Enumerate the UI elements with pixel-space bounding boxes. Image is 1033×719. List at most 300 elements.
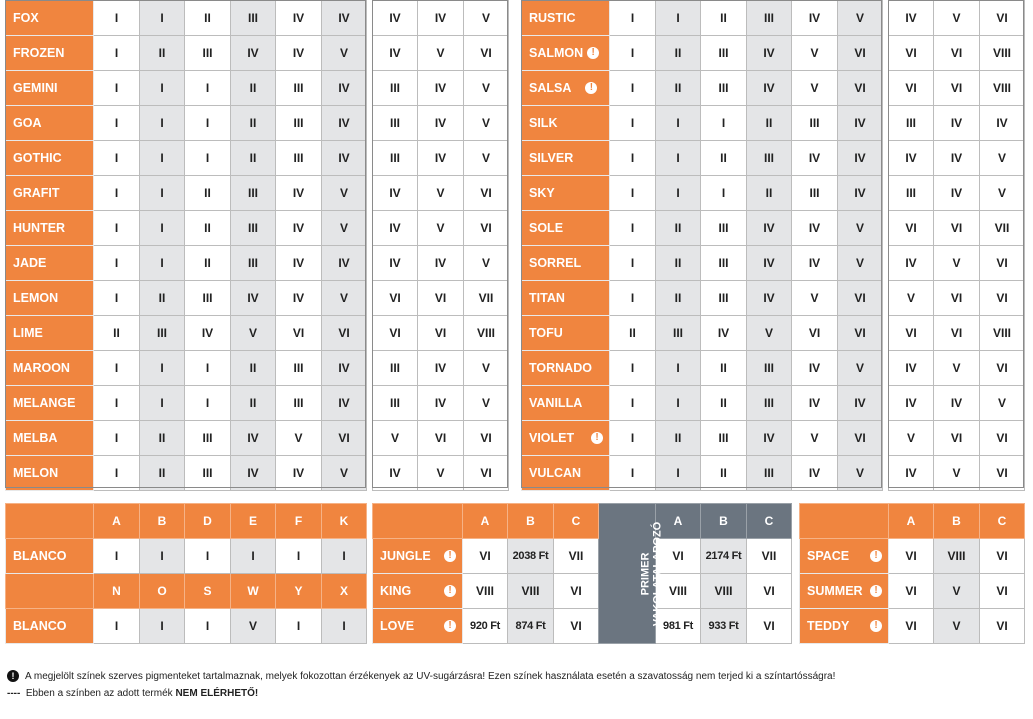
value-cell: V bbox=[231, 609, 276, 644]
header-cell: B bbox=[140, 504, 185, 539]
value-cell: V bbox=[418, 456, 464, 491]
value-cell: I bbox=[94, 281, 140, 316]
color-name-cell: VULCAN bbox=[522, 456, 610, 491]
value-cell: VI bbox=[464, 176, 509, 211]
color-table-fox-melon bbox=[5, 0, 367, 491]
header-blank bbox=[6, 504, 94, 539]
value-cell: V bbox=[980, 176, 1025, 211]
value-cell: II bbox=[140, 456, 185, 491]
value-cell: I bbox=[610, 351, 656, 386]
table-row bbox=[889, 421, 1025, 456]
header-cell: K bbox=[322, 504, 367, 539]
value-cell: I bbox=[94, 36, 140, 71]
value-cell: VI bbox=[889, 211, 934, 246]
value-cell: IV bbox=[231, 456, 276, 491]
value-cell: II bbox=[140, 36, 185, 71]
value-cell: IV bbox=[889, 456, 934, 491]
color-name-cell: SOLE bbox=[522, 211, 610, 246]
value-cell: V bbox=[792, 281, 838, 316]
table-row bbox=[522, 141, 883, 176]
value-cell: V bbox=[838, 211, 883, 246]
color-name-cell: SILK bbox=[522, 106, 610, 141]
footnote-unavailable-bold: NEM ELÉRHETŐ! bbox=[175, 688, 259, 699]
value-cell: II bbox=[185, 246, 231, 281]
value-cell: I bbox=[656, 106, 701, 141]
value-cell: III bbox=[701, 281, 747, 316]
table-row bbox=[373, 574, 792, 609]
header-cell: A bbox=[656, 504, 701, 539]
table-row bbox=[6, 36, 367, 71]
table-row bbox=[889, 281, 1025, 316]
value-cell: II bbox=[656, 71, 701, 106]
table-row bbox=[889, 456, 1025, 491]
color-name: SALMON bbox=[529, 46, 584, 60]
value-cell: V bbox=[464, 246, 509, 281]
color-name-cell bbox=[373, 574, 463, 609]
table-row bbox=[6, 351, 367, 386]
value-cell: V bbox=[792, 421, 838, 456]
color-name-cell: TORNADO bbox=[522, 351, 610, 386]
value-cell: I bbox=[610, 1, 656, 36]
value-cell: IV bbox=[418, 1, 464, 36]
table-row bbox=[889, 71, 1025, 106]
value-cell: III bbox=[276, 351, 322, 386]
value-cell: VI bbox=[980, 421, 1025, 456]
color-name-cell: GRAFIT bbox=[6, 176, 94, 211]
table-row bbox=[6, 609, 367, 644]
value-cell: III bbox=[276, 71, 322, 106]
value-cell: V bbox=[889, 421, 934, 456]
header-cell: O bbox=[140, 574, 185, 609]
header-cell: B bbox=[934, 504, 980, 539]
value-cell: III bbox=[701, 36, 747, 71]
value-cell: III bbox=[373, 386, 418, 421]
color-table-rustic-vulcan-extra bbox=[888, 0, 1025, 491]
value-cell: VI bbox=[554, 574, 599, 609]
value-cell: V bbox=[464, 141, 509, 176]
value-cell: I bbox=[140, 141, 185, 176]
table-row bbox=[522, 36, 883, 71]
color-name-cell bbox=[800, 574, 889, 609]
value-cell: I bbox=[185, 609, 231, 644]
value-cell: 981 Ft bbox=[656, 609, 701, 644]
value-cell: V bbox=[838, 246, 883, 281]
value-cell: III bbox=[701, 211, 747, 246]
value-cell: IV bbox=[322, 71, 367, 106]
value-cell: V bbox=[792, 71, 838, 106]
value-cell: IV bbox=[838, 141, 883, 176]
value-cell: IV bbox=[322, 141, 367, 176]
table-row bbox=[889, 351, 1025, 386]
value-cell: I bbox=[94, 141, 140, 176]
table-row bbox=[373, 421, 509, 456]
value-cell: I bbox=[185, 71, 231, 106]
value-cell: VI bbox=[889, 316, 934, 351]
jungle-header-row bbox=[373, 504, 792, 539]
value-cell: VI bbox=[980, 539, 1025, 574]
header-blank bbox=[6, 574, 94, 609]
value-cell: III bbox=[231, 176, 276, 211]
value-cell: I bbox=[140, 1, 185, 36]
value-cell: III bbox=[747, 386, 792, 421]
value-cell: VI bbox=[656, 539, 701, 574]
value-cell: VI bbox=[554, 609, 599, 644]
value-cell: VI bbox=[838, 316, 883, 351]
value-cell: III bbox=[276, 141, 322, 176]
value-cell: IV bbox=[276, 1, 322, 36]
value-cell: IV bbox=[934, 386, 980, 421]
color-name-cell bbox=[373, 539, 463, 574]
value-cell: VI bbox=[792, 316, 838, 351]
table-row bbox=[6, 1, 367, 36]
table-row bbox=[800, 574, 1025, 609]
value-cell: V bbox=[464, 71, 509, 106]
value-cell: I bbox=[322, 539, 367, 574]
table-row bbox=[373, 316, 509, 351]
value-cell: IV bbox=[889, 1, 934, 36]
table-row bbox=[522, 106, 883, 141]
table-row bbox=[889, 246, 1025, 281]
value-cell: V bbox=[838, 456, 883, 491]
value-cell: IV bbox=[231, 421, 276, 456]
value-cell: V bbox=[934, 1, 980, 36]
value-cell: VIII bbox=[464, 316, 509, 351]
value-cell: IV bbox=[747, 246, 792, 281]
value-cell: IV bbox=[934, 106, 980, 141]
table-row bbox=[522, 456, 883, 491]
table-row bbox=[889, 316, 1025, 351]
color-name-cell: FROZEN bbox=[6, 36, 94, 71]
table-row bbox=[373, 71, 509, 106]
value-cell: II bbox=[656, 246, 701, 281]
color-table-rustic-vulcan bbox=[521, 0, 883, 491]
footnotes bbox=[7, 668, 835, 702]
value-cell: VII bbox=[554, 539, 599, 574]
table-row bbox=[373, 386, 509, 421]
value-cell: IV bbox=[276, 176, 322, 211]
value-cell: IV bbox=[792, 386, 838, 421]
header-cell: Y bbox=[276, 574, 322, 609]
value-cell: I bbox=[610, 281, 656, 316]
header-cell: X bbox=[322, 574, 367, 609]
color-name-cell: GOTHIC bbox=[6, 141, 94, 176]
value-cell: III bbox=[185, 281, 231, 316]
value-cell: IV bbox=[418, 246, 464, 281]
value-cell: II bbox=[610, 316, 656, 351]
value-cell: I bbox=[140, 211, 185, 246]
value-cell: VI bbox=[322, 421, 367, 456]
warning-icon: ! bbox=[587, 47, 599, 59]
table-row bbox=[889, 106, 1025, 141]
table-row bbox=[800, 539, 1025, 574]
value-cell: III bbox=[889, 176, 934, 211]
value-cell: IV bbox=[792, 211, 838, 246]
value-cell: IV bbox=[276, 211, 322, 246]
footnote-warning-text: A megjelölt színek szerves pigmenteket tartalmaznak, melyek fokozottan érzékenyek az UV-sugárzásra! Ezen színek használata esetén a szavatosság nem terjed ki a színtartósságra! bbox=[25, 671, 836, 682]
value-cell: III bbox=[747, 1, 792, 36]
table-row bbox=[889, 141, 1025, 176]
value-cell: VII bbox=[747, 539, 792, 574]
value-cell: VI bbox=[889, 539, 934, 574]
warning-icon: ! bbox=[585, 82, 597, 94]
value-cell: I bbox=[185, 106, 231, 141]
value-cell: I bbox=[94, 71, 140, 106]
value-cell: 874 Ft bbox=[508, 609, 554, 644]
value-cell: II bbox=[747, 176, 792, 211]
table-row bbox=[6, 106, 367, 141]
value-cell: II bbox=[231, 386, 276, 421]
color-name: KING bbox=[380, 584, 412, 598]
header-blank bbox=[373, 504, 463, 539]
value-cell: III bbox=[276, 386, 322, 421]
value-cell: I bbox=[185, 351, 231, 386]
value-cell: II bbox=[231, 71, 276, 106]
value-cell: I bbox=[276, 539, 322, 574]
value-cell: I bbox=[610, 141, 656, 176]
value-cell: IV bbox=[838, 176, 883, 211]
value-cell: IV bbox=[418, 386, 464, 421]
value-cell: IV bbox=[889, 386, 934, 421]
value-cell: I bbox=[140, 246, 185, 281]
table-row bbox=[522, 351, 883, 386]
value-cell: V bbox=[934, 574, 980, 609]
table-row bbox=[889, 1, 1025, 36]
value-cell: IV bbox=[373, 211, 418, 246]
value-cell: IV bbox=[838, 106, 883, 141]
value-cell: III bbox=[889, 106, 934, 141]
value-cell: IV bbox=[747, 421, 792, 456]
value-cell: I bbox=[322, 609, 367, 644]
value-cell: I bbox=[94, 421, 140, 456]
header-cell: E bbox=[231, 504, 276, 539]
table-row bbox=[6, 386, 367, 421]
value-cell: IV bbox=[747, 71, 792, 106]
color-name-cell: GEMINI bbox=[6, 71, 94, 106]
value-cell: IV bbox=[747, 36, 792, 71]
table-row bbox=[6, 141, 367, 176]
value-cell: I bbox=[140, 351, 185, 386]
value-cell: V bbox=[322, 176, 367, 211]
value-cell: VI bbox=[464, 36, 509, 71]
value-cell: VI bbox=[747, 574, 792, 609]
table-row bbox=[373, 246, 509, 281]
value-cell: II bbox=[231, 351, 276, 386]
color-name: SPACE bbox=[807, 549, 850, 563]
header-cell: D bbox=[185, 504, 231, 539]
value-cell: VI bbox=[418, 281, 464, 316]
value-cell: III bbox=[373, 141, 418, 176]
value-cell: VI bbox=[463, 539, 508, 574]
color-name: VIOLET bbox=[529, 431, 575, 445]
value-cell: VI bbox=[934, 211, 980, 246]
value-cell: II bbox=[185, 176, 231, 211]
value-cell: I bbox=[94, 351, 140, 386]
value-cell: IV bbox=[889, 246, 934, 281]
value-cell: IV bbox=[747, 281, 792, 316]
value-cell: V bbox=[980, 386, 1025, 421]
table-row bbox=[522, 421, 883, 456]
value-cell: IV bbox=[701, 316, 747, 351]
value-cell: VI bbox=[373, 316, 418, 351]
value-cell: IV bbox=[276, 246, 322, 281]
value-cell: VI bbox=[418, 316, 464, 351]
value-cell: IV bbox=[418, 71, 464, 106]
value-cell: I bbox=[94, 609, 140, 644]
value-cell: VI bbox=[980, 609, 1025, 644]
table-row bbox=[522, 176, 883, 211]
value-cell: I bbox=[610, 176, 656, 211]
header-cell: C bbox=[554, 504, 599, 539]
value-cell: V bbox=[792, 36, 838, 71]
value-cell: III bbox=[373, 106, 418, 141]
value-cell: VII bbox=[980, 211, 1025, 246]
blanco-table bbox=[5, 503, 367, 644]
value-cell: I bbox=[656, 1, 701, 36]
value-cell: IV bbox=[747, 211, 792, 246]
value-cell: IV bbox=[418, 351, 464, 386]
value-cell: I bbox=[94, 539, 140, 574]
value-cell: VI bbox=[276, 316, 322, 351]
value-cell: VI bbox=[373, 281, 418, 316]
table-row bbox=[6, 539, 367, 574]
header-cell: C bbox=[747, 504, 792, 539]
value-cell: III bbox=[701, 246, 747, 281]
value-cell: VI bbox=[980, 281, 1025, 316]
value-cell: I bbox=[140, 609, 185, 644]
value-cell: IV bbox=[185, 316, 231, 351]
value-cell: I bbox=[610, 421, 656, 456]
value-cell: V bbox=[934, 246, 980, 281]
value-cell: III bbox=[792, 106, 838, 141]
value-cell: I bbox=[185, 141, 231, 176]
value-cell: VI bbox=[980, 246, 1025, 281]
value-cell: I bbox=[185, 539, 231, 574]
value-cell: II bbox=[701, 1, 747, 36]
value-cell: VI bbox=[980, 574, 1025, 609]
table-row bbox=[6, 176, 367, 211]
value-cell: I bbox=[140, 539, 185, 574]
color-name: BLANCO bbox=[6, 609, 94, 644]
table-row bbox=[889, 36, 1025, 71]
header-cell: A bbox=[463, 504, 508, 539]
color-name-cell: MELBA bbox=[6, 421, 94, 456]
value-cell: IV bbox=[322, 246, 367, 281]
header-cell: C bbox=[980, 504, 1025, 539]
table-row bbox=[6, 71, 367, 106]
value-cell: I bbox=[701, 106, 747, 141]
value-cell: II bbox=[140, 281, 185, 316]
table-row bbox=[6, 246, 367, 281]
value-cell: III bbox=[185, 36, 231, 71]
warning-icon: ! bbox=[444, 585, 456, 597]
value-cell: II bbox=[185, 1, 231, 36]
footnote-unavailable bbox=[7, 685, 835, 702]
color-name-cell: SORREL bbox=[522, 246, 610, 281]
color-name-cell: TITAN bbox=[522, 281, 610, 316]
header-cell: B bbox=[508, 504, 554, 539]
value-cell: VII bbox=[464, 281, 509, 316]
color-name-cell: MELON bbox=[6, 456, 94, 491]
value-cell: IV bbox=[276, 36, 322, 71]
value-cell: IV bbox=[373, 246, 418, 281]
table-row bbox=[522, 246, 883, 281]
value-cell: I bbox=[610, 211, 656, 246]
value-cell: V bbox=[464, 351, 509, 386]
value-cell: VI bbox=[464, 211, 509, 246]
table-row bbox=[522, 71, 883, 106]
warning-icon: ! bbox=[870, 550, 882, 562]
warning-icon: ! bbox=[7, 670, 19, 682]
value-cell: VI bbox=[889, 71, 934, 106]
value-cell: V bbox=[934, 456, 980, 491]
color-name-cell bbox=[373, 609, 463, 644]
value-cell: VI bbox=[980, 456, 1025, 491]
value-cell: VIII bbox=[463, 574, 508, 609]
table-row bbox=[522, 316, 883, 351]
color-name-cell: FOX bbox=[6, 1, 94, 36]
value-cell: III bbox=[231, 211, 276, 246]
warning-icon: ! bbox=[444, 550, 456, 562]
value-cell: I bbox=[94, 176, 140, 211]
value-cell: V bbox=[276, 421, 322, 456]
jungle-king-love-table bbox=[372, 503, 792, 644]
color-name: SUMMER bbox=[807, 584, 863, 598]
value-cell: VIII bbox=[508, 574, 554, 609]
table-row bbox=[800, 609, 1025, 644]
value-cell: III bbox=[231, 1, 276, 36]
value-cell: VIII bbox=[934, 539, 980, 574]
value-cell: VI bbox=[934, 71, 980, 106]
value-cell: IV bbox=[792, 141, 838, 176]
value-cell: V bbox=[418, 36, 464, 71]
value-cell: I bbox=[94, 386, 140, 421]
value-cell: II bbox=[701, 141, 747, 176]
value-cell: IV bbox=[322, 1, 367, 36]
value-cell: III bbox=[747, 351, 792, 386]
value-cell: IV bbox=[322, 386, 367, 421]
value-cell: VI bbox=[934, 421, 980, 456]
color-name-cell: LEMON bbox=[6, 281, 94, 316]
header-cell: F bbox=[276, 504, 322, 539]
blanco-header-row-2 bbox=[6, 574, 367, 609]
warning-icon: ! bbox=[591, 432, 603, 444]
value-cell: I bbox=[231, 539, 276, 574]
value-cell: VI bbox=[934, 316, 980, 351]
value-cell: V bbox=[889, 281, 934, 316]
color-name: LOVE bbox=[380, 619, 415, 633]
color-name-cell: JADE bbox=[6, 246, 94, 281]
primer-label bbox=[599, 504, 664, 644]
table-row bbox=[889, 176, 1025, 211]
value-cell: IV bbox=[373, 36, 418, 71]
value-cell: V bbox=[934, 609, 980, 644]
value-cell: IV bbox=[373, 456, 418, 491]
value-cell: V bbox=[464, 386, 509, 421]
value-cell: V bbox=[231, 316, 276, 351]
value-cell: VI bbox=[980, 1, 1025, 36]
value-cell: II bbox=[231, 106, 276, 141]
value-cell: VI bbox=[934, 281, 980, 316]
value-cell: IV bbox=[322, 351, 367, 386]
value-cell: VI bbox=[464, 421, 509, 456]
primer-label-line-1: PRIMER bbox=[639, 552, 652, 595]
value-cell: VI bbox=[934, 36, 980, 71]
value-cell: III bbox=[185, 421, 231, 456]
value-cell: IV bbox=[276, 456, 322, 491]
value-cell: I bbox=[610, 386, 656, 421]
value-cell: IV bbox=[231, 281, 276, 316]
footnote-warning bbox=[7, 668, 835, 685]
